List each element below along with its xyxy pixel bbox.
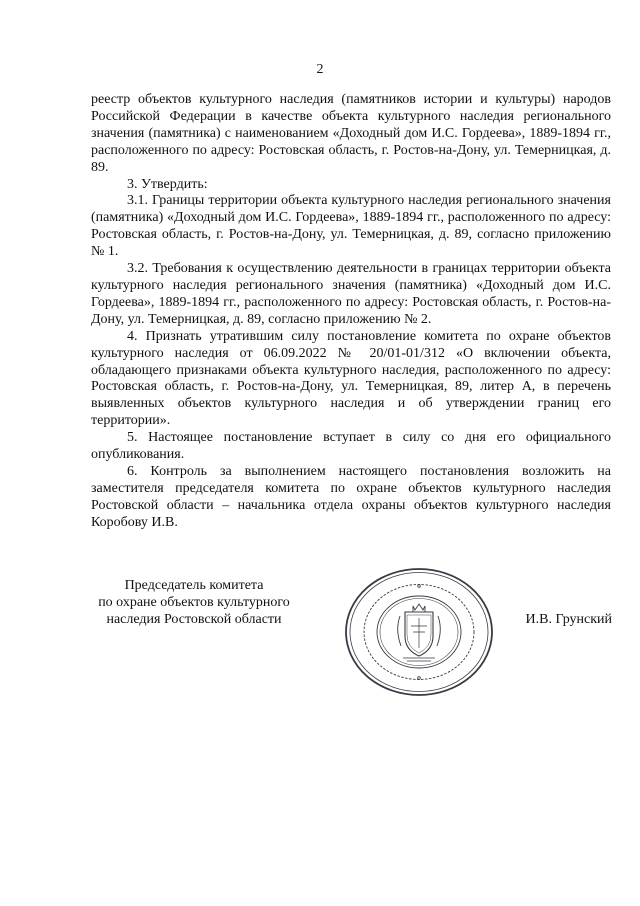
paragraph-5: 5. Настоящее постановление вступает в силу со дня его официального опубликования. [91,430,611,463]
paragraph-6: 6. Контроль за выполнением настоящего постановления возложить на заместителя председателя комитета по охране объектов культурного наследия Ростовской области – начальника отдела охраны объектов культурного наследия Коробову И.В. [91,463,611,530]
signatory-position [78,577,310,628]
paragraph-0: реестр объектов культурного наследия (памятников истории и культуры) народов Российской Федерации в качестве объекта культурного наследия регионального значения (памятника) с наименованием «Доходный дом И.С. Гордеева», 1889-1894 гг., расположенного по адресу: Ростовская область, г. Ростов-на-Дону, ул. Темерницкая, д. 89. [91,92,611,175]
signatory-position-line: наследия Ростовской области [106,612,282,627]
official-seal [343,566,495,698]
signer-name: И.В. Грунский [525,612,612,627]
signatory-position-line: по охране объектов культурного [98,595,290,610]
paragraph-2: 3.1. Границы территории объекта культурного наследия регионального значения (памятника) «Доходный дом И.С. Гордеева», 1889-1894 гг., расположенного по адресу: Ростовская область, г. Ростов-на-Дону, ул. Темерницкая, д. 89, согласно приложению № 1. [91,193,611,260]
page-number: 2 [316,62,324,77]
paragraph-3: 3.2. Требования к осуществлению деятельности в границах территории объекта культурного наследия регионального значения (памятника) «Доходный дом И.С. Гордеева», 1889-1894 гг., расположенного по адресу: Ростовская область, г. Ростов-на-Дону, ул. Темерницкая, д. 89, согласно приложению № 2. [91,261,611,327]
paragraph-1: 3. Утвердить: [127,176,208,192]
signatory-position-line: Председатель комитета [124,578,264,593]
paragraph-4: 4. Признать утратившим силу постановление комитета по охране объектов культурного наследия от 06.09.2022 № 20/01-01/312 «О включении объекта, обладающего признаками объекта культурного наследия, расположенного по адресу: Ростовская область, г. Ростов-на-Дону, ул. Темерницкая, 89, литер А, в перечень выявленных объектов культурного наследия и об утверждении границ его территории». [91,328,611,429]
body-text [91,92,611,532]
